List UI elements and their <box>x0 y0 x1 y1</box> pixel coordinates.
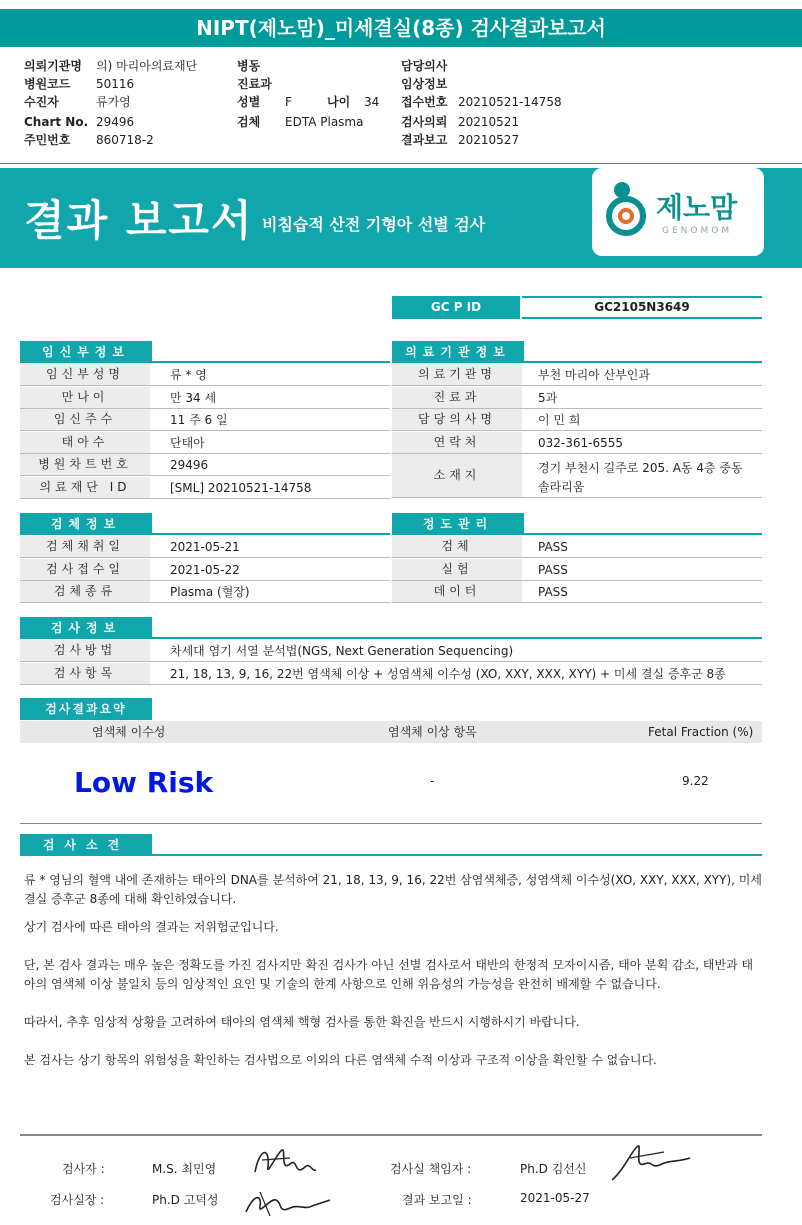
pregnant_info-row-label: 태아수 <box>20 432 150 453</box>
header-field <box>401 93 562 111</box>
test_info-row <box>20 663 762 685</box>
test_info-row-value: 차세대 염기 서열 분석법(NGS, Next Generation Sequencing) <box>170 644 514 658</box>
section-result-summary <box>20 698 762 720</box>
institution_info-row <box>392 454 762 498</box>
lab-head-signature <box>604 1140 694 1186</box>
specimen_info-row-label: 검사접수일 <box>20 559 150 580</box>
quality_control-row-value: PASS <box>538 585 568 599</box>
lab-head-label: 검사실 책임자 : <box>390 1162 472 1176</box>
header-field <box>401 75 447 93</box>
quality_control-row-label: 검체 <box>392 536 522 557</box>
header-field-value: 20210521 <box>458 115 520 129</box>
tester-name: M.S. 최민영 <box>152 1162 217 1176</box>
test_info-row-value: 21, 18, 13, 9, 16, 22번 염색체 이상 + 성염색체 이수성 (XO, XXY, XXX, XYY) + 미세 결실 증후군 8종 <box>170 666 726 681</box>
section-test-info <box>20 617 762 639</box>
section-quality-control <box>392 513 762 535</box>
header-field-label: 병동 <box>237 59 261 73</box>
section-pregnant-info <box>20 341 390 363</box>
header-age <box>327 93 379 111</box>
header-field-label: 담당의사 <box>401 59 448 73</box>
abnormal-items-result: - <box>430 774 435 788</box>
institution_info-row-label: 의료기관명 <box>392 364 522 385</box>
header-field <box>24 57 198 75</box>
test_info-row-label: 검사방법 <box>20 640 150 661</box>
fetal-fraction-result: 9.22 <box>682 774 709 788</box>
genomom-logo-icon <box>604 180 654 240</box>
header-field <box>237 93 292 111</box>
section-pregnant-info-title: 임신부정보 <box>20 341 152 363</box>
specimen_info-row <box>20 559 390 581</box>
summary-col-abnormal-items: 염색체 이상 항목 <box>388 725 477 739</box>
specimen_info-row-value: 2021-05-22 <box>170 562 240 577</box>
header-field <box>237 75 272 93</box>
header-field-value: 20210527 <box>458 133 520 147</box>
institution_info-row <box>392 364 762 386</box>
specimen_info-row-label: 검체채취일 <box>20 536 150 557</box>
banner-subtitle: 비침습적 산전 기형아 선별 검사 <box>262 215 486 234</box>
report-date-label: 결과 보고일 : <box>402 1193 472 1207</box>
finding-paragraph-3: 단, 본 검사 결과는 매우 높은 정확도를 가진 검사지만 확진 검사가 아닌 선별 검사로서 태반의 한정적 모자이시즘, 태아 분획 감소, 태반과 태아의 염색체 이상 불일치 등의 임상적인 요인 및 기술의 한계 사항으로 인해 위음성의 가능성을 완전히 배제할 수 없습니다. <box>24 958 754 991</box>
header-age-label: 나이 <box>327 95 351 109</box>
institution_info-row <box>392 387 762 409</box>
section-findings-title: 검사소견 <box>20 834 152 856</box>
header-field-value: 29496 <box>96 115 135 129</box>
institution_info-row-value: 5과 <box>538 390 558 405</box>
header-field-value: 20210521-14758 <box>458 95 562 109</box>
aneuploidy-result: Low Risk <box>74 766 214 799</box>
quality_control-row-label: 데이터 <box>392 581 522 602</box>
pregnant_info-row-value: 류 * 영 <box>170 368 207 382</box>
institution_info-row-value: 부천 마리아 산부인과 <box>538 368 650 382</box>
header-field-label: 결과보고 <box>401 133 448 147</box>
lab-chief-signature <box>240 1186 335 1222</box>
quality_control-row-value: PASS <box>538 540 568 554</box>
institution_info-row-value: 이 민 희 <box>538 413 581 427</box>
pregnant_info-row-value: [SML] 20210521-14758 <box>170 480 312 495</box>
specimen_info-row-label: 검체종류 <box>20 581 150 602</box>
report-title: NIPT(제노맘)_미세결실(8종) 검사결과보고서 <box>0 9 802 47</box>
header-field-label: Chart No. <box>24 115 89 129</box>
institution_info-row-value: 경기 부천시 길주로 205. A동 4층 중동 솔라리움 <box>538 461 743 494</box>
finding-paragraph-4: 따라서, 추후 임상적 상황을 고려하여 태아의 염색체 핵형 검사를 통한 확진을 반드시 시행하시기 바랍니다. <box>24 1015 580 1029</box>
section-quality-control-title: 정도관리 <box>392 513 524 535</box>
header-field-label: 검체 <box>237 115 261 129</box>
header-field-value: 860718-2 <box>96 133 154 147</box>
section-result-summary-title: 검사결과요약 <box>20 698 152 720</box>
header-field <box>237 57 260 75</box>
summary-col-aneuploidy: 염색체 이수성 <box>92 725 166 739</box>
header-field-label: 접수번호 <box>401 95 448 109</box>
header-field-value: F <box>285 95 292 109</box>
specimen_info-row <box>20 536 390 558</box>
quality_control-row <box>392 536 762 558</box>
logo-name: 제노맘 <box>656 191 738 224</box>
pregnant_info-row-label: 의료재단 ID <box>20 477 150 498</box>
header-field-value: EDTA Plasma <box>285 115 364 129</box>
gc-pid-label: GC P ID <box>392 296 520 319</box>
header-field-label: 주민번호 <box>24 133 71 147</box>
institution_info-row-label: 소재지 <box>392 454 522 497</box>
quality_control-row <box>392 559 762 581</box>
section-specimen-info-title: 검체정보 <box>20 513 152 535</box>
pregnant_info-row-value: 단태아 <box>170 435 205 450</box>
header-field-label: 검사의뢰 <box>401 115 448 129</box>
section-institution-info <box>392 341 762 363</box>
lab-chief-label: 검사실장 : <box>50 1193 105 1207</box>
institution_info-row-label: 연락처 <box>392 432 522 453</box>
gc-pid-value: GC2105N3649 <box>522 296 762 319</box>
header-field-label: 병원코드 <box>24 77 71 91</box>
specimen_info-row-value: Plasma (혈장) <box>170 585 250 599</box>
banner-title: 결과 보고서 <box>24 196 254 245</box>
lab-chief-name: Ph.D 고덕성 <box>152 1193 219 1207</box>
header-field <box>24 113 135 131</box>
quality_control-row-value: PASS <box>538 562 568 577</box>
summary-col-fetal-fraction: Fetal Fraction (%) <box>648 725 754 739</box>
header-field-label: 의뢰기관명 <box>24 59 82 73</box>
header-field <box>24 75 135 93</box>
finding-paragraph-5: 본 검사는 상기 항목의 위험성을 확인하는 검사법으로 이외의 다른 염색체 수적 이상과 구조적 이상을 확인할 수 없습니다. <box>24 1053 657 1067</box>
institution_info-row-value: 032-361-6555 <box>538 435 624 450</box>
header-field <box>401 131 520 149</box>
summary-divider <box>20 823 762 824</box>
footer-divider <box>20 1134 762 1136</box>
header-field <box>24 131 154 149</box>
header-field <box>401 113 520 131</box>
pregnant_info-row-label: 임신주수 <box>20 409 150 430</box>
pregnant_info-row-label: 만나이 <box>20 387 150 408</box>
header-field <box>237 113 364 131</box>
header-field <box>401 57 447 75</box>
header-field-value: 류가영 <box>96 95 131 109</box>
report-date: 2021-05-27 <box>520 1191 590 1205</box>
institution_info-row <box>392 432 762 454</box>
quality_control-row <box>392 581 762 603</box>
section-test-info-title: 검사정보 <box>20 617 152 639</box>
tester-signature <box>250 1142 320 1182</box>
pregnant_info-row-value: 만 34 세 <box>170 390 217 405</box>
finding-paragraph-2: 상기 검사에 따른 태아의 결과는 저위험군입니다. <box>24 920 279 934</box>
logo-subtitle: GENOMOM <box>662 226 733 236</box>
pregnant_info-row <box>20 364 390 386</box>
quality_control-row-label: 실험 <box>392 559 522 580</box>
result-summary-header <box>20 721 762 743</box>
lab-head-name: Ph.D 김선신 <box>520 1162 587 1176</box>
header-field-label: 진료과 <box>237 77 272 91</box>
header-field-label: 수진자 <box>24 95 59 109</box>
header-field-value: 의) 마리아의료재단 <box>96 59 198 73</box>
specimen_info-row-value: 2021-05-21 <box>170 540 240 554</box>
pregnant_info-row-value: 29496 <box>170 458 209 472</box>
institution_info-row <box>392 409 762 431</box>
tester-label: 검사자 : <box>62 1162 105 1176</box>
pregnant_info-row <box>20 409 390 431</box>
test_info-row <box>20 640 762 662</box>
header-field-label: 임상정보 <box>401 77 448 91</box>
test_info-row-label: 검사항목 <box>20 663 150 684</box>
header-field <box>24 93 131 111</box>
section-specimen-info <box>20 513 390 535</box>
institution_info-row-label: 진료과 <box>392 387 522 408</box>
header-field-value: 50116 <box>96 77 135 91</box>
pregnant_info-row-label: 임신부성명 <box>20 364 150 385</box>
institution_info-row-label: 담당의사명 <box>392 409 522 430</box>
pregnant_info-row <box>20 432 390 454</box>
pregnant_info-row <box>20 477 390 499</box>
header-field-label: 성별 <box>237 95 261 109</box>
pregnant_info-row <box>20 387 390 409</box>
pregnant_info-row-value: 11 주 6 일 <box>170 413 228 427</box>
pregnant_info-row <box>20 454 390 476</box>
finding-paragraph-1: 류 * 영님의 혈액 내에 존재하는 태아의 DNA를 분석하여 21, 18, 13, 9, 16, 22번 삼염색체증, 성염색체 이수성(XO, XXY, XXX, XYY), 미세 결실 증후군 8종에 대해 확인하였습니다. <box>24 873 762 906</box>
header-age-value: 34 <box>364 95 380 109</box>
header-divider <box>0 163 802 164</box>
pregnant_info-row-label: 병원차트번호 <box>20 454 150 475</box>
section-findings <box>20 834 762 856</box>
specimen_info-row <box>20 581 390 603</box>
section-institution-info-title: 의료기관정보 <box>392 341 524 363</box>
